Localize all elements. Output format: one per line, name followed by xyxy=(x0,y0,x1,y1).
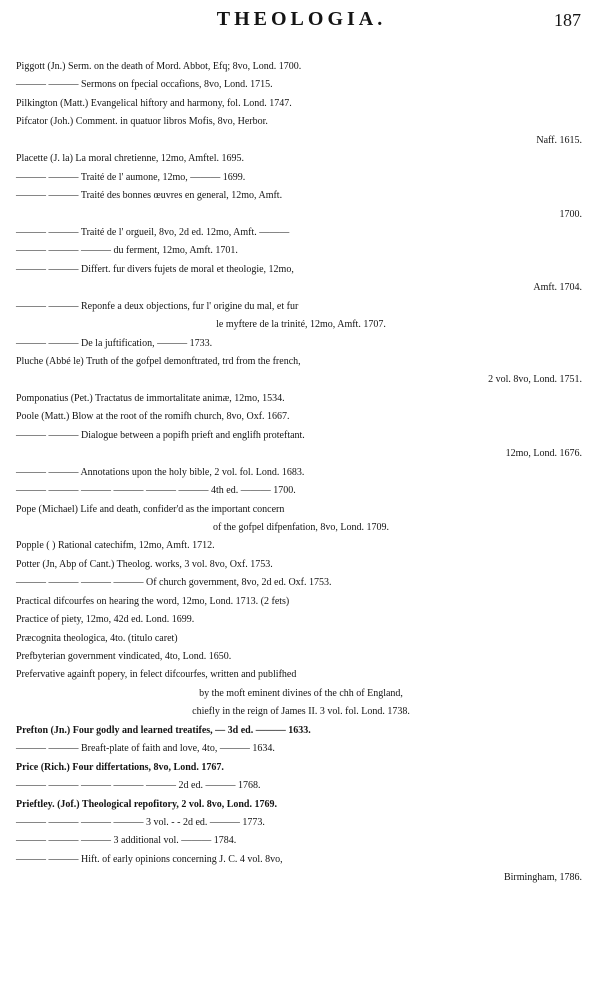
entry-line: ——— ——— Differt. fur divers fujets de moral et theologie, 12mo, xyxy=(16,263,294,275)
entry-line: by the moft eminent divines of the chh of England, xyxy=(199,687,403,699)
entry-line: ——— ——— ——— du ferment, 12mo, Amft. 1701. xyxy=(16,245,238,257)
entry-line: Piggott (Jn.) Serm. on the death of Mord. Abbot, Efq; 8vo, Lond. 1700. xyxy=(16,61,302,72)
entry-line: Potter (Jn, Abp of Cant.) Theolog. works, 3 vol. 8vo, Oxf. 1753. xyxy=(16,558,273,570)
entry-line: Practical difcourfes on hearing the word, 12mo, Lond. 1713. (2 fets) xyxy=(16,595,290,607)
entry-line: ——— ——— Hift. of early opinions concerning J. C. 4 vol. 8vo, xyxy=(16,853,283,865)
page-header xyxy=(0,6,603,36)
page-number: 187 xyxy=(554,10,581,30)
entry-line: Pope (Michael) Life and death, confider'd as the important concern xyxy=(16,503,285,515)
entry-line: ——— ——— ——— 3 additional vol. ——— 1784. xyxy=(16,835,237,847)
entry-line: ——— ——— ——— ——— Of church government, 8vo, 2d ed. Oxf. 1753. xyxy=(16,577,332,589)
entry-line: Pluche (Abbé le) Truth of the gofpel demonftrated, trd from the french, xyxy=(16,356,301,367)
entry-line: Præcognita theologica, 4to. (titulo caret) xyxy=(16,632,178,644)
entry-line: ——— ——— Breaft-plate of faith and love, 4to, ——— 1634. xyxy=(16,743,275,755)
entry-line: Prefervative againft popery, in felect difcourfes, written and publifhed xyxy=(16,669,297,681)
entry-line: ——— ——— Annotations upon the holy bible, 2 vol. fol. Lond. 1683. xyxy=(16,466,305,478)
entry-line: Popple ( ) Rational catechifm, 12mo, Amft. 1712. xyxy=(16,540,215,552)
entry-line: Naff. 1615. xyxy=(536,134,582,146)
entry-line: Prefbyterian government vindicated, 4to, Lond. 1650. xyxy=(16,651,232,662)
entry-line: Placette (J. la) La moral chretienne, 12mo, Amftel. 1695. xyxy=(16,153,244,165)
entry-line: chiefly in the reign of James II. 3 vol. fol. Lond. 1738. xyxy=(192,706,410,718)
running-title: THEOLOGIA. xyxy=(216,8,387,30)
entry-line: ——— ——— Traité de l' aumone, 12mo, ——— 1699. xyxy=(16,171,246,183)
entry-line: Price (Rich.) Four differtations, 8vo, Lond. 1767. xyxy=(16,761,224,773)
entry-line: ——— ——— ——— ——— 3 vol. - - 2d ed. ——— 1773. xyxy=(16,816,265,828)
entry-line: le myftere de la trinité, 12mo, Amft. 1707. xyxy=(216,319,386,331)
entry-line: 12mo, Lond. 1676. xyxy=(505,448,582,460)
entry-line: ——— ——— Dialogue between a popifh prieft and englifh proteftant. xyxy=(16,429,305,441)
entry-line: ——— ——— De la juftification, ——— 1733. xyxy=(16,337,213,349)
entry-line: Pifcator (Joh.) Comment. in quatuor libros Mofis, 8vo, Herbor. xyxy=(16,116,268,128)
entry-line: ——— ——— ——— ——— ——— 2d ed. ——— 1768. xyxy=(16,780,261,792)
entry-line: ——— ——— Traité de l' orgueil, 8vo, 2d ed. 12mo, Amft. ——— xyxy=(16,226,290,238)
bibliography-entries xyxy=(16,58,586,888)
entry-line: 1700. xyxy=(559,208,582,220)
entry-line: of the gofpel difpenfation, 8vo, Lond. 1709. xyxy=(212,521,390,533)
entry-line: Poole (Matt.) Blow at the root of the romifh church, 8vo, Oxf. 1667. xyxy=(16,411,290,423)
entry-line: ——— ——— Reponfe a deux objections, fur l' origine du mal, et fur xyxy=(16,300,299,312)
entry-line: Prefton (Jn.) Four godly and learned treatifes, — 3d ed. ——— 1633. xyxy=(16,724,311,736)
entry-line: Prieftley. (Jof.) Theological repofitory, 2 vol. 8vo, Lond. 1769. xyxy=(16,798,277,810)
entry-line: ——— ——— Sermons on fpecial occafions, 8vo, Lond. 1715. xyxy=(16,79,273,91)
entry-line: 2 vol. 8vo, Lond. 1751. xyxy=(488,374,582,386)
entry-line: Pomponatius (Pet.) Tractatus de immortalitate animæ, 12mo, 1534. xyxy=(16,392,285,404)
entry-line: Practice of piety, 12mo, 42d ed. Lond. 1699. xyxy=(16,614,195,626)
entry-line: ——— ——— Traité des bonnes œuvres en general, 12mo, Amft. xyxy=(16,190,283,202)
entry-line: Pilkington (Matt.) Evangelical hiftory and harmony, fol. Lond. 1747. xyxy=(16,97,292,109)
entry-line: ——— ——— ——— ——— ——— ——— 4th ed. ——— 1700. xyxy=(16,485,296,497)
entry-line: Birmingham, 1786. xyxy=(503,872,582,884)
entry-line: Amft. 1704. xyxy=(533,282,582,294)
